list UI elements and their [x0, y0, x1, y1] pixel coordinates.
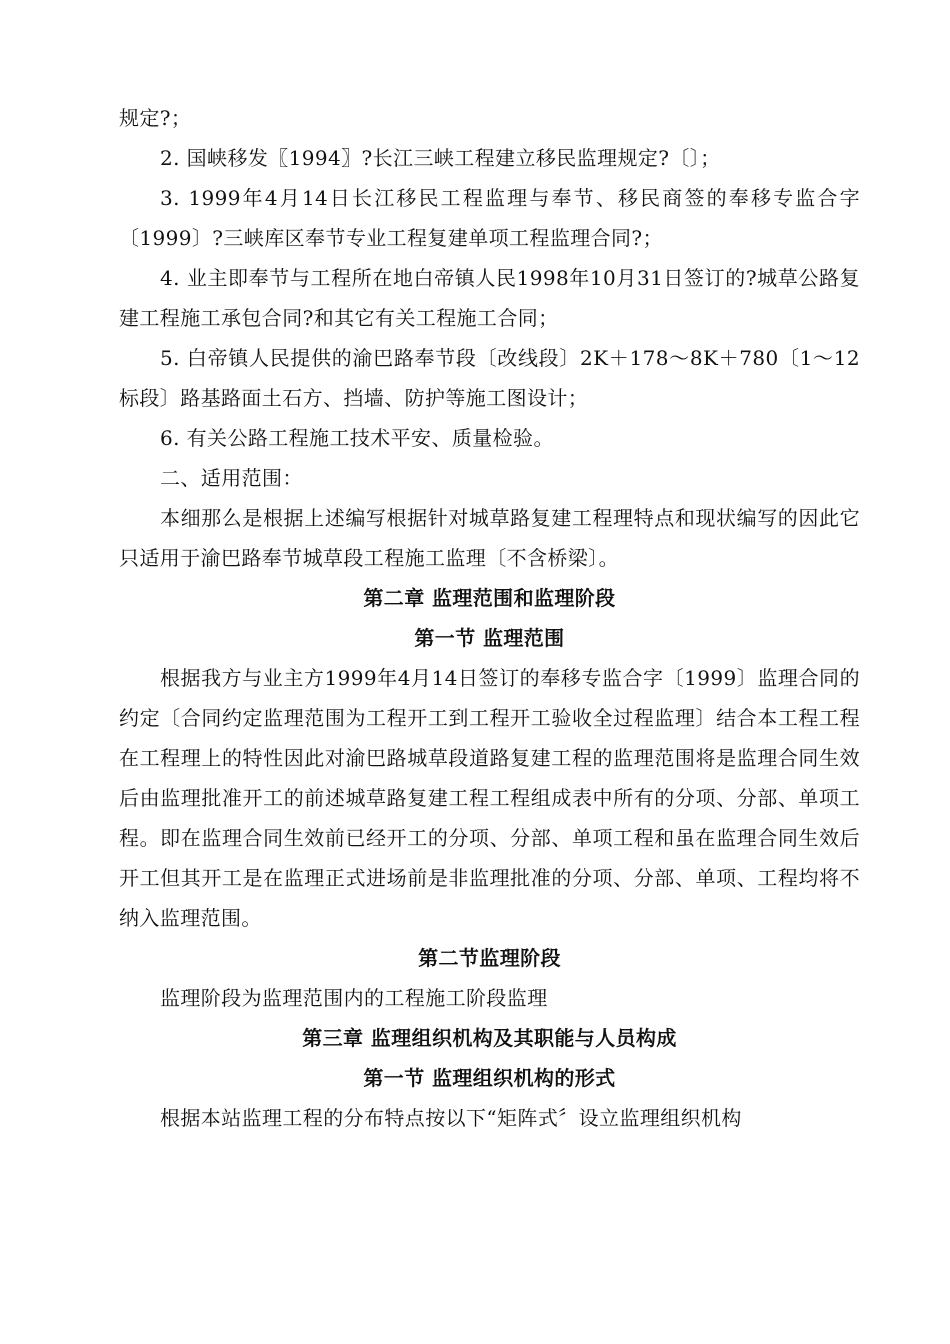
supervision-scope-paragraph: 根据我方与业主方1999年4月14日签订的奉移专监合字〔1999〕监理合同的约定〔合同约定监理范围为工程开工到工程开工验收全过程监理〕结合本工程工程在工程理上的特性因此对渝巴路城草段道路复建工程的监理范围将是监理合同生效后由监理批准开工的前述城草路复建工程工程组成表中所有的分项、分部、单项工程。即在监理合同生效前已经开工的分项、分部、单项工程和虽在监理合同生效后开工但其开工是在监理正式进场前是非监理批准的分项、分部、单项、工程均将不纳入监理范围。	[119, 666, 860, 930]
chapter-3-section-1-heading: 第一节 监理组织机构的形式	[363, 1066, 616, 1090]
section-1-heading: 第一节 监理范围	[414, 626, 565, 650]
section-2-heading: 第二节监理阶段	[418, 946, 561, 970]
list-item-4: 4. 业主即奉节与工程所在地白帝镇人民1998年10月31日签订的?城草公路复建工程施工承包合同?和其它有关工程施工合同；	[119, 266, 860, 330]
list-item-5: 5. 白帝镇人民提供的渝巴路奉节段〔改线段〕2K＋178～8K＋780〔1～12标段〕路基路面土石方、挡墙、防护等施工图设计；	[119, 346, 860, 410]
scope-paragraph: 本细那么是根据上述编写根据针对城草路复建工程理特点和现状编写的因此它只适用于渝巴路奉节城草段工程施工监理〔不含桥梁〕。	[119, 506, 860, 570]
list-item-6: 6. 有关公路工程施工技术平安、质量检验。	[160, 426, 554, 450]
paragraph-continuation: 规定?；	[119, 106, 192, 130]
list-item-3: 3. 1999年4月14日长江移民工程监理与奉节、移民商签的奉移专监合字〔1999〕?三峡库区奉节专业工程复建单项工程监理合同?；	[119, 186, 860, 250]
document-body	[119, 98, 860, 1138]
chapter-2-heading: 第二章 监理范围和监理阶段	[363, 586, 616, 610]
chapter-3-heading: 第三章 监理组织机构及其职能与人员构成	[302, 1026, 677, 1050]
supervision-stage-paragraph: 监理阶段为监理范围内的工程施工阶段监理	[160, 986, 548, 1010]
list-item-2: 2. 国峡移发〖1994〗?长江三峡工程建立移民监理规定?〔〕；	[160, 146, 721, 170]
section-label-scope: 二、适用范围：	[160, 466, 303, 490]
organization-paragraph: 根据本站监理工程的分布特点按以下“矩阵式〞设立监理组织机构	[160, 1106, 742, 1130]
